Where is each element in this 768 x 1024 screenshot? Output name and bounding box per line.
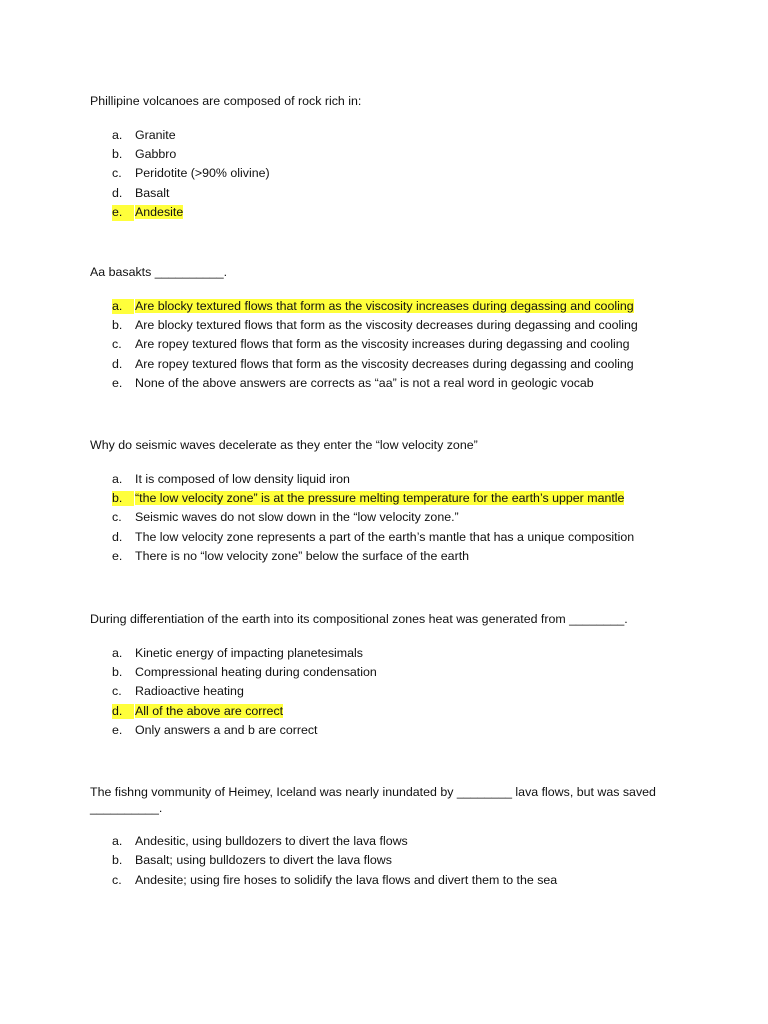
option-item-highlighted: [90, 704, 690, 723]
option-item: [90, 530, 690, 549]
question-prompt: Phillipine volcanoes are composed of rock rich in:: [90, 94, 362, 108]
option-list: [90, 128, 690, 225]
option-item: [90, 357, 690, 376]
option-text: “the low velocity zone” is at the pressure melting temperature for the earth’s upper mantle: [135, 490, 625, 505]
option-text: There is no “low velocity zone” below the surface of the earth: [135, 549, 470, 564]
option-item-highlighted: [90, 491, 690, 510]
option-letter: a.: [112, 127, 123, 142]
option-letter: b.: [112, 146, 123, 161]
option-item: [90, 510, 690, 529]
option-item: [90, 147, 690, 166]
option-item: [90, 646, 690, 665]
question-3: [90, 438, 690, 568]
option-text: Gabbro: [135, 146, 177, 161]
option-text: Basalt; using bulldozers to divert the lava flows: [135, 853, 392, 868]
option-letter: d.: [112, 529, 123, 544]
question-1: [90, 94, 690, 224]
option-letter: e.: [112, 205, 134, 221]
question-prompt: The fishng vommunity of Heimey, Iceland was nearly inundated by ________ lava flows, but was saved __________.: [90, 785, 656, 815]
option-letter: e.: [112, 549, 123, 564]
option-text: The low velocity zone represents a part of the earth’s mantle that has a unique composition: [135, 529, 635, 544]
option-list: [90, 834, 690, 892]
option-item: [90, 723, 690, 742]
option-letter: d.: [112, 704, 134, 720]
option-letter: a.: [112, 645, 123, 660]
option-list: [90, 646, 690, 743]
question-2: [90, 265, 690, 395]
question-prompt: During differentiation of the earth into its compositional zones heat was generated from ________.: [90, 612, 628, 626]
option-item: [90, 128, 690, 147]
option-letter: c.: [112, 872, 122, 887]
option-item: [90, 834, 690, 853]
option-letter: b.: [112, 853, 123, 868]
option-text: Kinetic energy of impacting planetesimals: [135, 645, 363, 660]
option-item: [90, 318, 690, 337]
option-item: [90, 186, 690, 205]
option-letter: a.: [112, 299, 134, 315]
option-item-highlighted: [90, 205, 690, 224]
option-item-highlighted: [90, 299, 690, 318]
option-letter: e.: [112, 723, 123, 738]
option-text: Granite: [135, 127, 176, 142]
option-text: Compressional heating during condensation: [135, 664, 377, 679]
option-item: [90, 873, 690, 892]
option-item: [90, 166, 690, 185]
option-text: Are blocky textured flows that form as the viscosity increases during degassing and cooling: [135, 298, 634, 313]
option-text: Peridotite (>90% olivine): [135, 166, 270, 181]
option-text: Basalt: [135, 185, 170, 200]
option-letter: d.: [112, 356, 123, 371]
option-list: [90, 299, 690, 396]
option-letter: a.: [112, 834, 123, 848]
option-letter: c.: [112, 166, 122, 181]
option-letter: c.: [112, 684, 122, 699]
question-prompt: Why do seismic waves decelerate as they enter the “low velocity zone”: [90, 438, 478, 452]
option-letter: b.: [112, 664, 123, 679]
option-text: Andesite; using fire hoses to solidify the lava flows and divert them to the sea: [135, 872, 558, 887]
option-item: [90, 853, 690, 872]
option-text: None of the above answers are corrects as “aa” is not a real word in geologic vocab: [135, 376, 594, 391]
option-letter: b.: [112, 491, 134, 507]
option-item: [90, 665, 690, 684]
option-letter: b.: [112, 317, 123, 332]
option-text: Are ropey textured flows that form as the viscosity decreases during degassing and cooling: [135, 356, 634, 371]
option-letter: c.: [112, 337, 122, 352]
option-text: Are blocky textured flows that form as the viscosity decreases during degassing and cooling: [135, 317, 638, 332]
option-item: [90, 376, 690, 395]
option-text: Andesite: [135, 205, 184, 220]
option-letter: d.: [112, 185, 123, 200]
option-text: It is composed of low density liquid iron: [135, 471, 350, 486]
option-item: [90, 337, 690, 356]
option-text: Are ropey textured flows that form as the viscosity increases during degassing and cooling: [135, 337, 630, 352]
question-5: [90, 785, 690, 892]
option-text: Andesitic, using bulldozers to divert the lava flows: [135, 834, 408, 848]
question-prompt: Aa basakts __________.: [90, 265, 228, 279]
question-4: [90, 612, 690, 742]
option-letter: e.: [112, 376, 123, 391]
option-letter: a.: [112, 471, 123, 486]
option-list: [90, 472, 690, 569]
option-text: Radioactive heating: [135, 684, 244, 699]
option-item: [90, 472, 690, 491]
option-text: All of the above are correct: [135, 703, 284, 718]
option-letter: c.: [112, 510, 122, 525]
option-item: [90, 684, 690, 703]
option-text: Seismic waves do not slow down in the “low velocity zone.”: [135, 510, 459, 525]
option-text: Only answers a and b are correct: [135, 723, 318, 738]
option-item: [90, 549, 690, 568]
